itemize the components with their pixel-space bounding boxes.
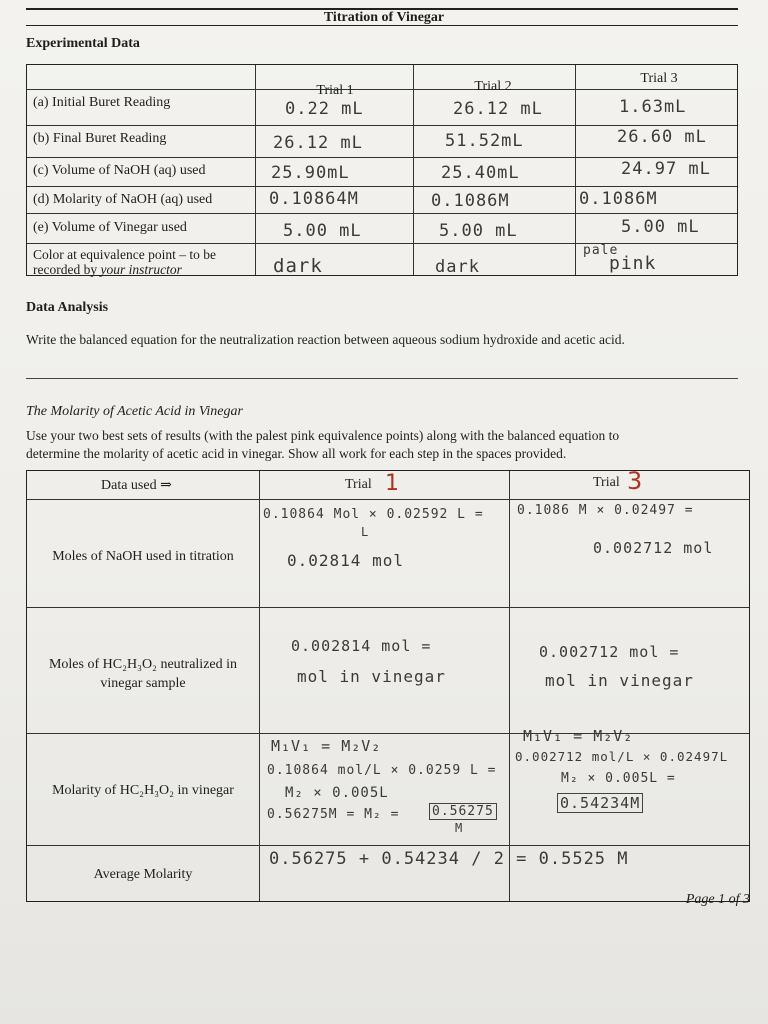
trial-1-naoh-volume: 25.90mL <box>271 163 350 183</box>
trial-1-color: dark <box>273 255 323 277</box>
moles-acid-label <box>27 655 259 693</box>
t1-molarity-step: 0.10864 mol/L × 0.0259 L = <box>267 763 497 778</box>
trial-3-color: pink <box>609 253 657 274</box>
trial-2-naoh-molarity: 0.1086M <box>431 191 510 211</box>
trial-3-naoh-molarity: 0.1086M <box>579 189 658 209</box>
trial-label-left: Trial <box>345 477 372 492</box>
t3-molarity-step-2: M₂ × 0.005L = <box>561 771 676 786</box>
t1-molarity-step-3: 0.56275M = M₂ = <box>267 807 400 822</box>
naoh-volume-label: (c) Volume of NaOH (aq) used <box>33 163 206 178</box>
table-row-rule <box>27 213 737 214</box>
table-row-rule <box>27 845 749 846</box>
t3-molarity-formula: M₁V₁ = M₂V₂ <box>523 727 634 745</box>
molarity-acid-label: Molarity of HC₂H₃O₂ in vinegar <box>52 783 234 798</box>
instructions-line-1: Use your two best sets of results (with the palest pink equivalence points) along with the balanced equation to <box>26 428 620 443</box>
table-row-rule <box>27 733 749 734</box>
trial-2-initial: 26.12 mL <box>453 99 543 119</box>
color-label-line-1: Color at equivalence point – to be <box>33 247 216 262</box>
moles-naoh-label: Moles of NaOH used in titration <box>52 549 234 564</box>
title-rule-bottom <box>26 25 738 26</box>
initial-buret-label: (a) Initial Buret Reading <box>33 95 171 110</box>
page-footer: Page 1 of 3 <box>685 892 750 907</box>
average-molarity-label: Average Molarity <box>93 867 193 882</box>
moles-acid-label-line-2: vinegar sample <box>100 676 186 691</box>
t1-naoh-result: 0.02814 mol <box>287 551 404 570</box>
trial-number-right: 3 <box>627 467 643 495</box>
t1-acid-work: 0.002814 mol = <box>291 637 432 655</box>
data-used-label: Data used ⇒ <box>101 478 172 493</box>
trial-3-final: 26.60 mL <box>617 127 707 147</box>
trial-3-header: Trial 3 <box>640 71 678 86</box>
average-molarity-work: 0.56275 + 0.54234 / 2 = 0.5525 M <box>269 849 629 869</box>
document-title: Titration of Vinegar <box>323 10 445 25</box>
trial-3-vinegar-volume: 5.00 mL <box>621 217 700 237</box>
trial-2-naoh-volume: 25.40mL <box>441 163 520 183</box>
experimental-data-table <box>26 64 738 276</box>
table-divider <box>259 471 260 901</box>
answer-line <box>26 378 738 379</box>
trial-1-vinegar-volume: 5.00 mL <box>283 221 362 241</box>
trial-2-final: 51.52mL <box>445 131 524 151</box>
table-row-rule <box>27 186 737 187</box>
experimental-data-heading: Experimental Data <box>26 36 140 51</box>
t3-molarity-step: 0.002712 mol/L × 0.02497L <box>515 749 729 764</box>
trial-2-header: Trial 2 <box>474 79 512 94</box>
data-analysis-heading: Data Analysis <box>26 300 109 315</box>
trial-1-initial: 0.22 mL <box>285 99 364 119</box>
trial-1-final: 26.12 mL <box>273 133 363 153</box>
table-row-rule <box>27 243 737 244</box>
moles-acid-label-line-1: Moles of HC₂H₃O₂ neutralized in <box>48 657 238 672</box>
molarity-section-heading: The Molarity of Acetic Acid in Vinegar <box>26 404 243 419</box>
t1-acid-result: mol in vinegar <box>297 667 446 686</box>
color-label-line-2: recorded by <box>33 262 101 277</box>
color-equivalence-label <box>33 247 216 277</box>
trial-3-initial: 1.63mL <box>619 97 687 117</box>
table-row-rule <box>27 157 737 158</box>
t3-molarity-boxed-result: 0.54234M <box>557 793 643 813</box>
vinegar-volume-label: (e) Volume of Vinegar used <box>33 220 187 235</box>
trial-number-left: 1 <box>385 471 399 496</box>
t3-acid-work: 0.002712 mol = <box>539 643 680 661</box>
t1-molarity-formula: M₁V₁ = M₂V₂ <box>271 737 382 755</box>
t3-acid-result: mol in vinegar <box>545 671 694 690</box>
trial-1-naoh-molarity: 0.10864M <box>269 189 359 209</box>
t1-molarity-boxed-result: 0.56275 <box>429 803 497 820</box>
molarity-table <box>26 467 750 902</box>
balanced-equation-prompt: Write the balanced equation for the neutralization reaction between aqueous sodium hydroxide and acetic acid. <box>26 332 625 347</box>
t3-naoh-result: 0.002712 mol <box>593 539 714 557</box>
table-divider <box>509 471 510 901</box>
trial-2-vinegar-volume: 5.00 mL <box>439 221 518 241</box>
trial-1-header: Trial 1 <box>316 83 354 98</box>
table-row-rule <box>27 125 737 126</box>
trial-label-right: Trial <box>593 475 620 490</box>
trial-3-naoh-volume: 24.97 mL <box>621 159 711 179</box>
naoh-molarity-label: (d) Molarity of NaOH (aq) used <box>33 192 213 207</box>
t1-molarity-unit: M <box>455 821 464 835</box>
final-buret-label: (b) Final Buret Reading <box>33 131 167 146</box>
t1-molarity-step-2: M₂ × 0.005L <box>285 785 389 801</box>
trial-3-color-note: pale <box>583 243 619 258</box>
trial-2-color: dark <box>435 257 480 277</box>
instructions-line-2: determine the molarity of acetic acid in vinegar. Show all work for each step in the spaces provided. <box>26 446 567 461</box>
t1-naoh-work: 0.10864 Mol × 0.02592 L = <box>263 507 484 522</box>
table-row-rule <box>27 499 749 500</box>
color-label-instructor: your instructor <box>100 262 182 277</box>
t1-naoh-work-denominator: L <box>361 525 370 539</box>
t3-naoh-work: 0.1086 M × 0.02497 = <box>517 503 694 518</box>
table-row-rule <box>27 607 749 608</box>
